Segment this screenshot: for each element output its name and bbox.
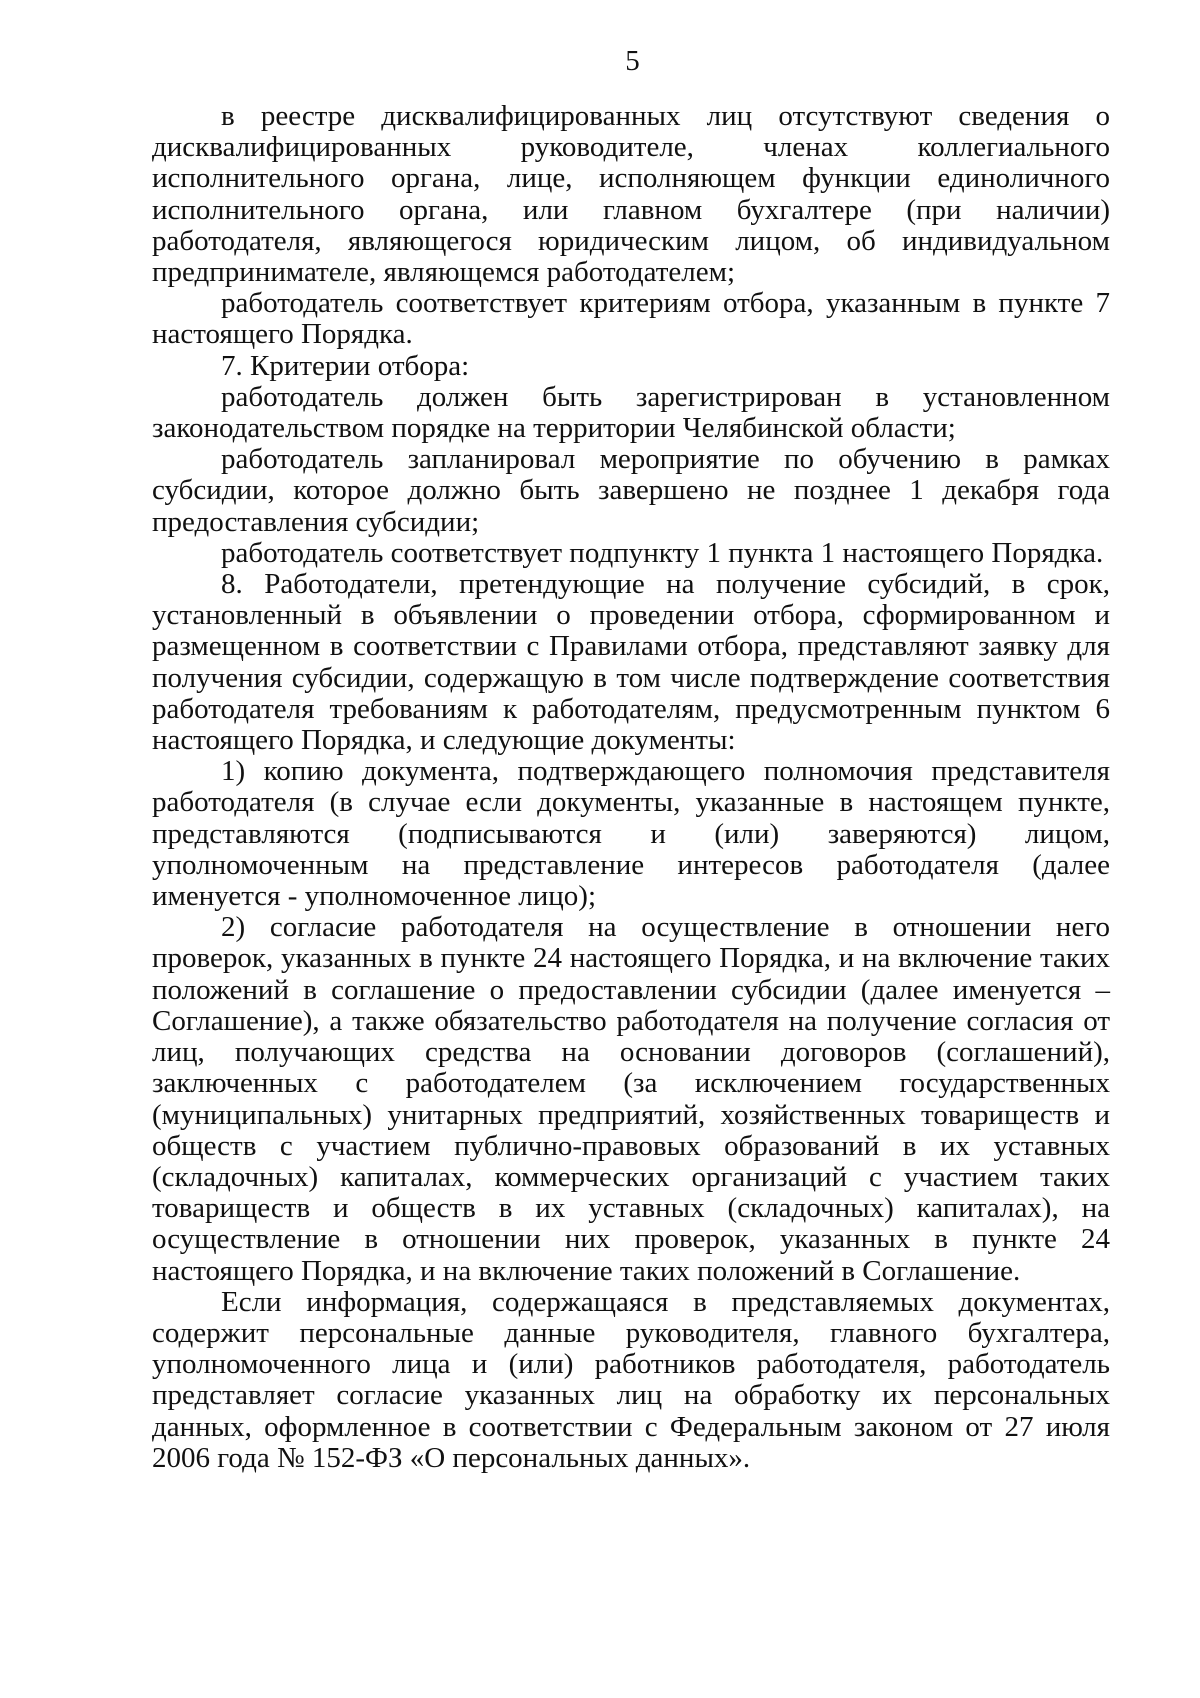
paragraph-selection-criteria-compliance: работодатель соответствует критериям отбора, указанным в пункте 7 настоящего Порядка. — [152, 287, 1110, 351]
paragraph-training-planned: работодатель запланировал мероприятие по обучению в рамках субсидии, которое должно быть завершено не позднее 1 декабря года предоставления субсидии; — [152, 443, 1110, 538]
paragraph-registration-requirement: работодатель должен быть зарегистрирован в установленном законодательством порядке на территории Челябинской области; — [152, 380, 1110, 445]
page-number: 5 — [625, 45, 640, 77]
paragraph-item-8-application: 8. Работодатели, претендующие на получение субсидий, в срок, установленный в объявлении о проведении отбора, сформированном и размещенном в соответствии с Правилами отбора, представляют заявку для получения субсидии, содержащую в том числе подтверждение соответствия работодателя требованиям к работодателям, предусмотренным пунктом 6 настоящего Порядка, и следующие документы: — [152, 568, 1110, 757]
document-body — [152, 101, 1110, 1474]
paragraph-consent-inspections: 2) согласие работодателя на осуществление в отношении него проверок, указанных в пункте 24 настоящего Порядка, и на включение таких положений в соглашение о предоставлении субсидии (далее именуется – Соглашение), а также обязательство работодателя на получение согласия от лиц, получающих средства на основании договоров (соглашений), заключенных с работодателем (за исключением государственных (муниципальных) унитарных предприятий, хозяйственных товариществ и обществ с участием публично-правовых образований в их уставных (складочных) капиталах, коммерческих организаций с участием таких товариществ и обществ в их уставных (складочных) капиталах), на осуществление в отношении них проверок, указанных в пункте 24 настоящего Порядка, и на включение таких положений в Соглашение. — [152, 911, 1110, 1287]
paragraph-item-7-heading: 7. Критерии отбора: — [221, 349, 470, 382]
paragraph-personal-data: Если информация, содержащаяся в представляемых документах, содержит персональные данные руководителя, главного бухгалтера, уполномоченного лица и (или) работников работодателя, работодатель представляет согласие указанных лиц на обработку их персональных данных, оформленное в соответствии с Федеральным законом от 27 июля 2006 года № 152-ФЗ «О персональных данных». — [152, 1285, 1110, 1474]
paragraph-subparagraph-compliance: работодатель соответствует подпункту 1 пункта 1 настоящего Порядка. — [221, 536, 1104, 569]
paragraph-disqualified-persons: в реестре дисквалифицированных лиц отсутствуют сведения о дисквалифицированных руководителе, членах коллегиального исполнительного органа, лице, исполняющем функции единоличного исполнительного органа, или главном бухгалтере (при наличии) работодателя, являющегося юридическим лицом, об индивидуальном предпринимателе, являющемся работодателем; — [152, 100, 1110, 289]
paragraph-document-copy: 1) копию документа, подтверждающего полномочия представителя работодателя (в случае если документы, указанные в настоящем пункте, представляются (подписываются и (или) заверяются) лицом, уполномоченным на представление интересов работодателя (далее именуется - уполномоченное лицо); — [152, 755, 1110, 913]
